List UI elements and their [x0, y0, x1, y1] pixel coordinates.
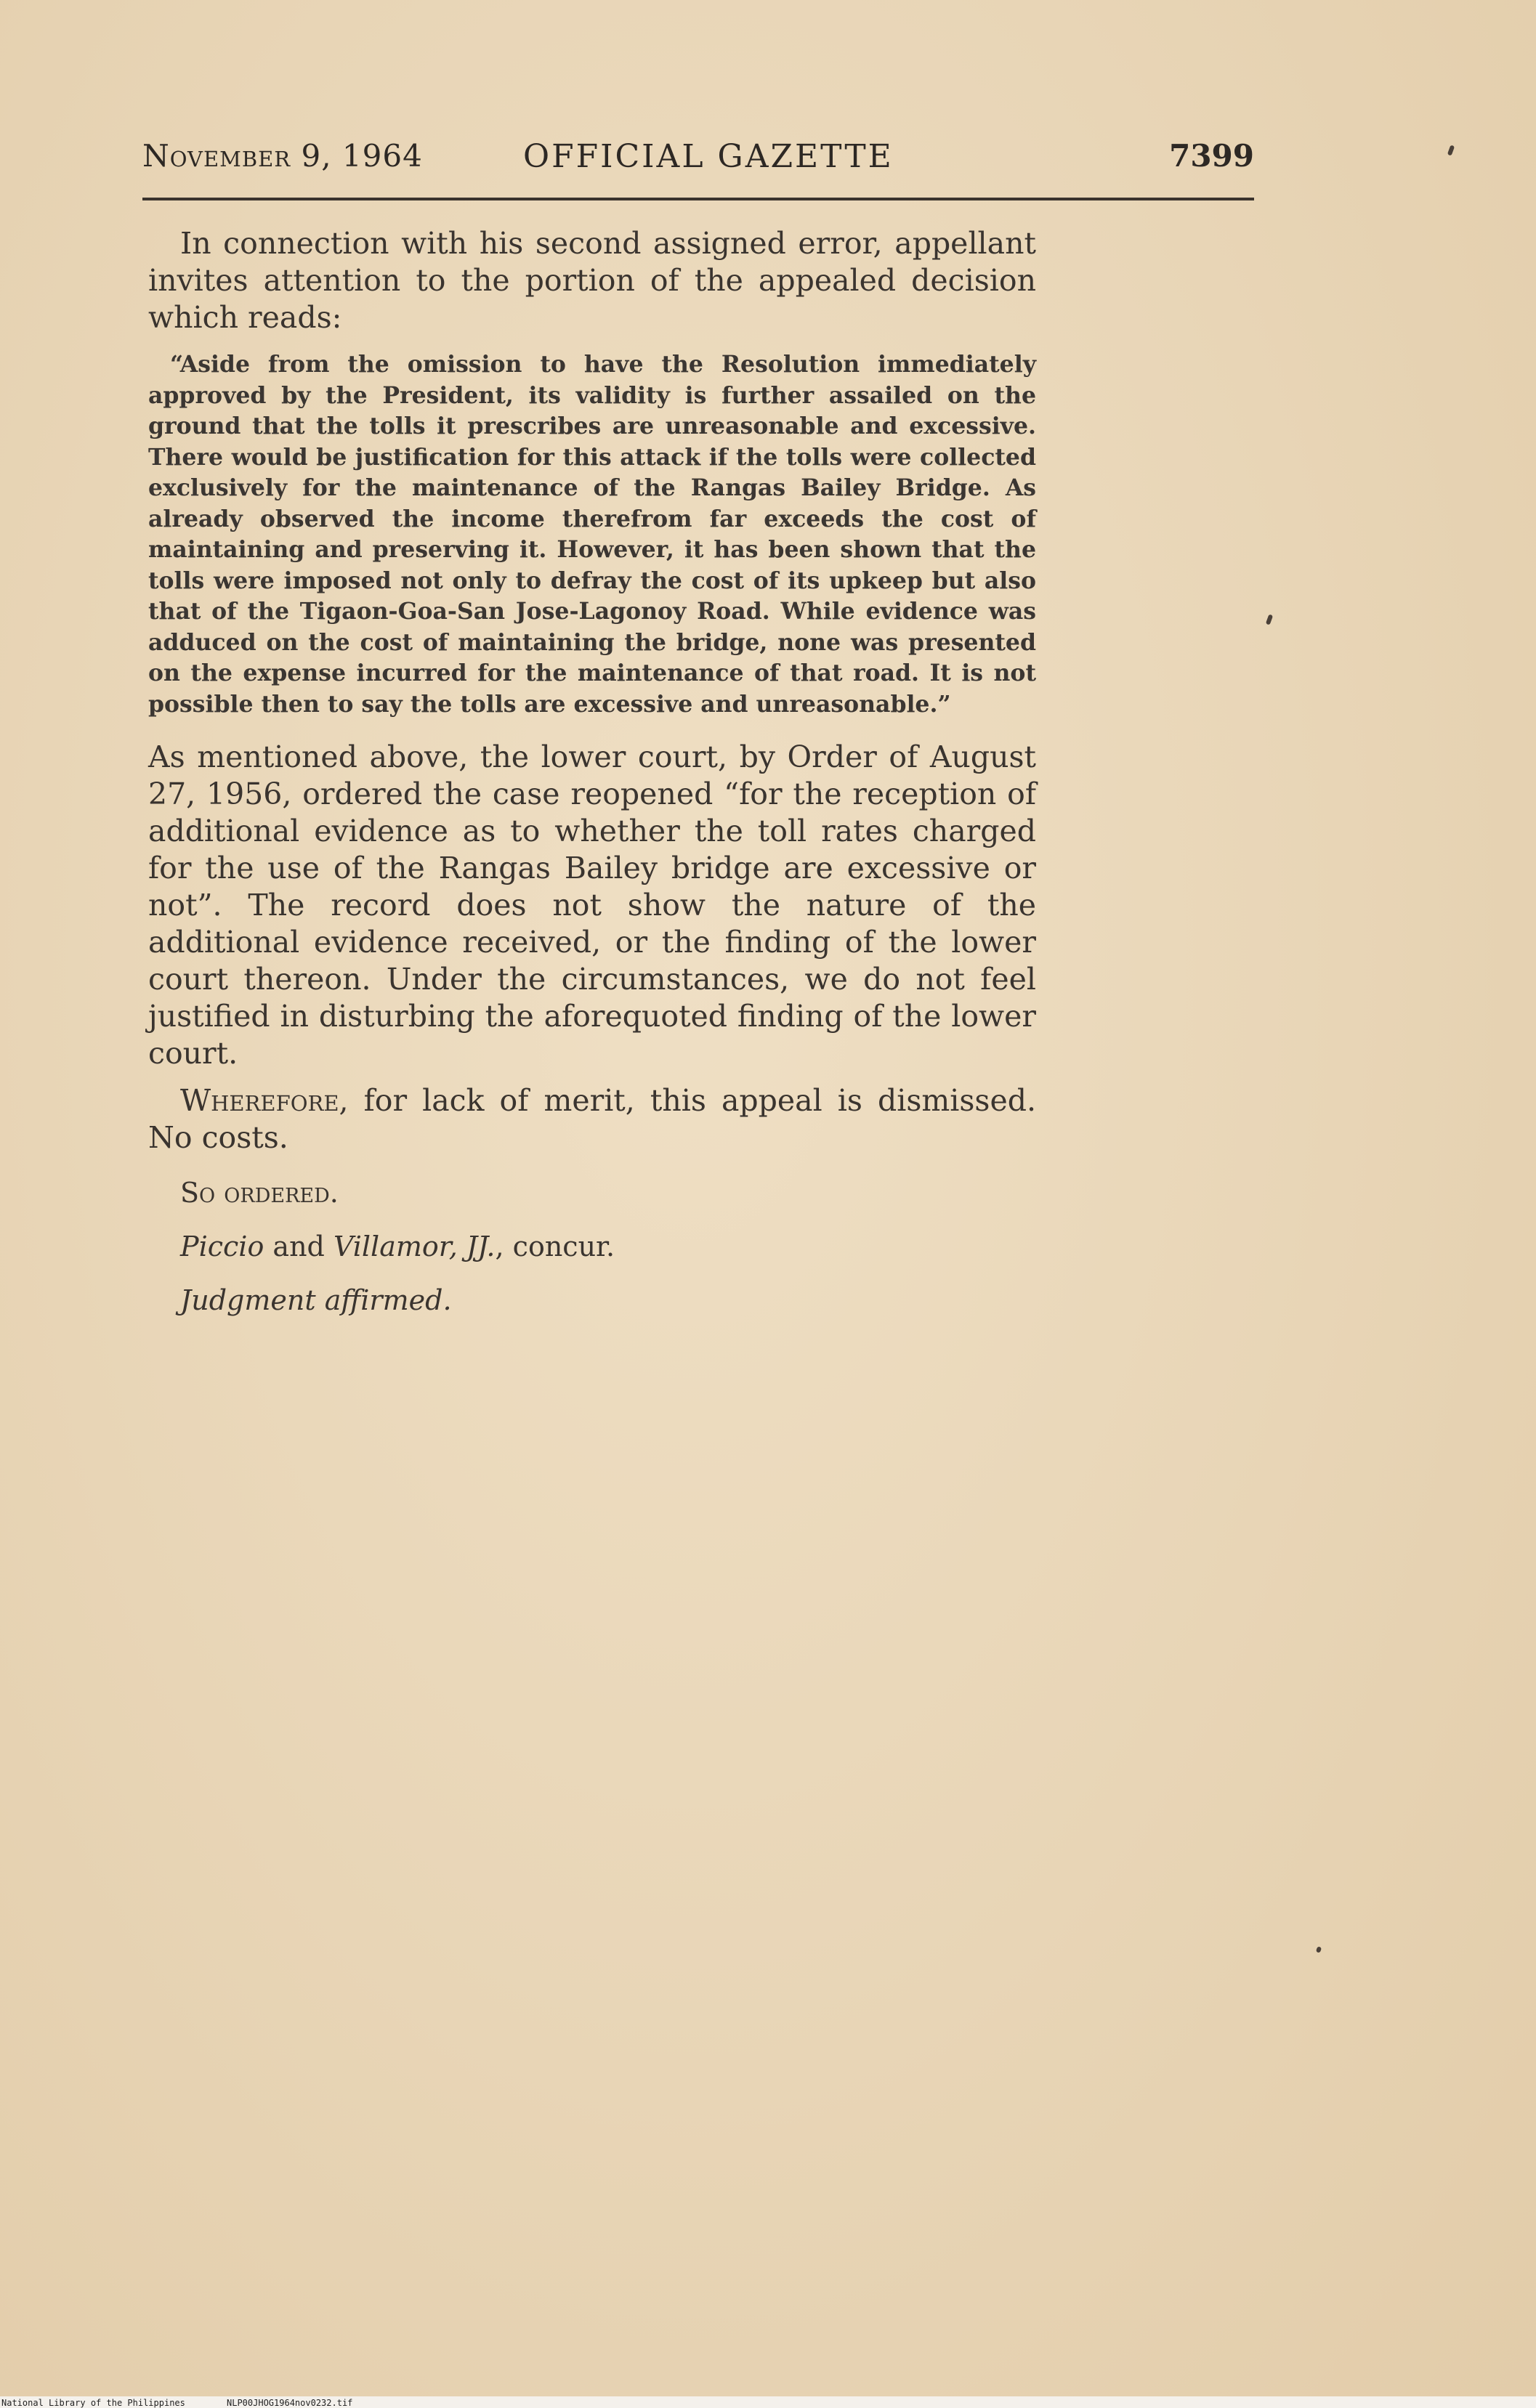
wherefore-paragraph [148, 1082, 1036, 1156]
concur-and: and [264, 1231, 334, 1262]
wherefore-lead: Wherefore [180, 1083, 339, 1118]
speck-mark [1447, 145, 1455, 155]
so-ordered: So ordered. [180, 1177, 339, 1209]
paragraph-2 [148, 739, 1036, 1072]
speck-mark [1316, 1946, 1322, 1953]
page-header [142, 138, 1254, 185]
intro-paragraph: In connection with his second assigned error, appellant invites attention to the portion of the appealed decision which reads: [148, 226, 1036, 335]
header-rule [142, 198, 1254, 200]
paragraph-2-text: As mentioned above, the lower court, by Order of August 27, 1956, ordered the case reopened “for the reception of additional evidence as to whether the toll rates charged for the use of the Rangas Bailey bridge are excessive or not”. The record does not show the nature of the additional evidence received, or the finding of the lower court thereon. Under the circumstances, we do not feel justified in disturbing the aforequoted finding of the lower court. [148, 739, 1036, 1071]
concur-name-1: Piccio [180, 1231, 264, 1262]
concurrence [148, 1229, 1036, 1264]
document-body [148, 225, 1036, 1318]
header-title: OFFICIAL GAZETTE [523, 138, 894, 175]
footer-source: National Library of the Philippines [1, 2398, 185, 2408]
header-date: November 9, 1964 [142, 138, 423, 174]
footer-strip [0, 2396, 1536, 2408]
concur-name-2: Villamor, JJ. [333, 1231, 496, 1262]
header-page-number: 7399 [1169, 138, 1254, 174]
judgment-line: Judgment affirmed. [180, 1284, 452, 1316]
footer-file: NLP00JHOG1964nov0232.tif [227, 2398, 353, 2408]
concur-rest: , concur. [495, 1231, 615, 1262]
speck-mark [1266, 614, 1273, 625]
block-quote: “Aside from the omission to have the Resolution immediately approved by the President, its validity is further assailed on the ground that the tolls it prescribes are unreasonable and excessive. There would be justification for this attack if the tolls were collected exclusively for the maintenance of the Rangas Bailey Bridge. As already observed the income therefrom far exceeds the cost of maintaining and preserving it. However, it has been shown that the tolls were imposed not only to defray the cost of its upkeep but also that of the Tigaon-Goa-San Jose-Lagonoy Road. While evidence was adduced on the cost of maintaining the bridge, none was presented on the expense incurred for the maintenance of that road. It is not possible then to say the tolls are excessive and unreasonable.” [148, 351, 1036, 718]
wherefore-rest: , for lack of merit, this appeal is dismissed. No costs. [148, 1083, 1036, 1155]
